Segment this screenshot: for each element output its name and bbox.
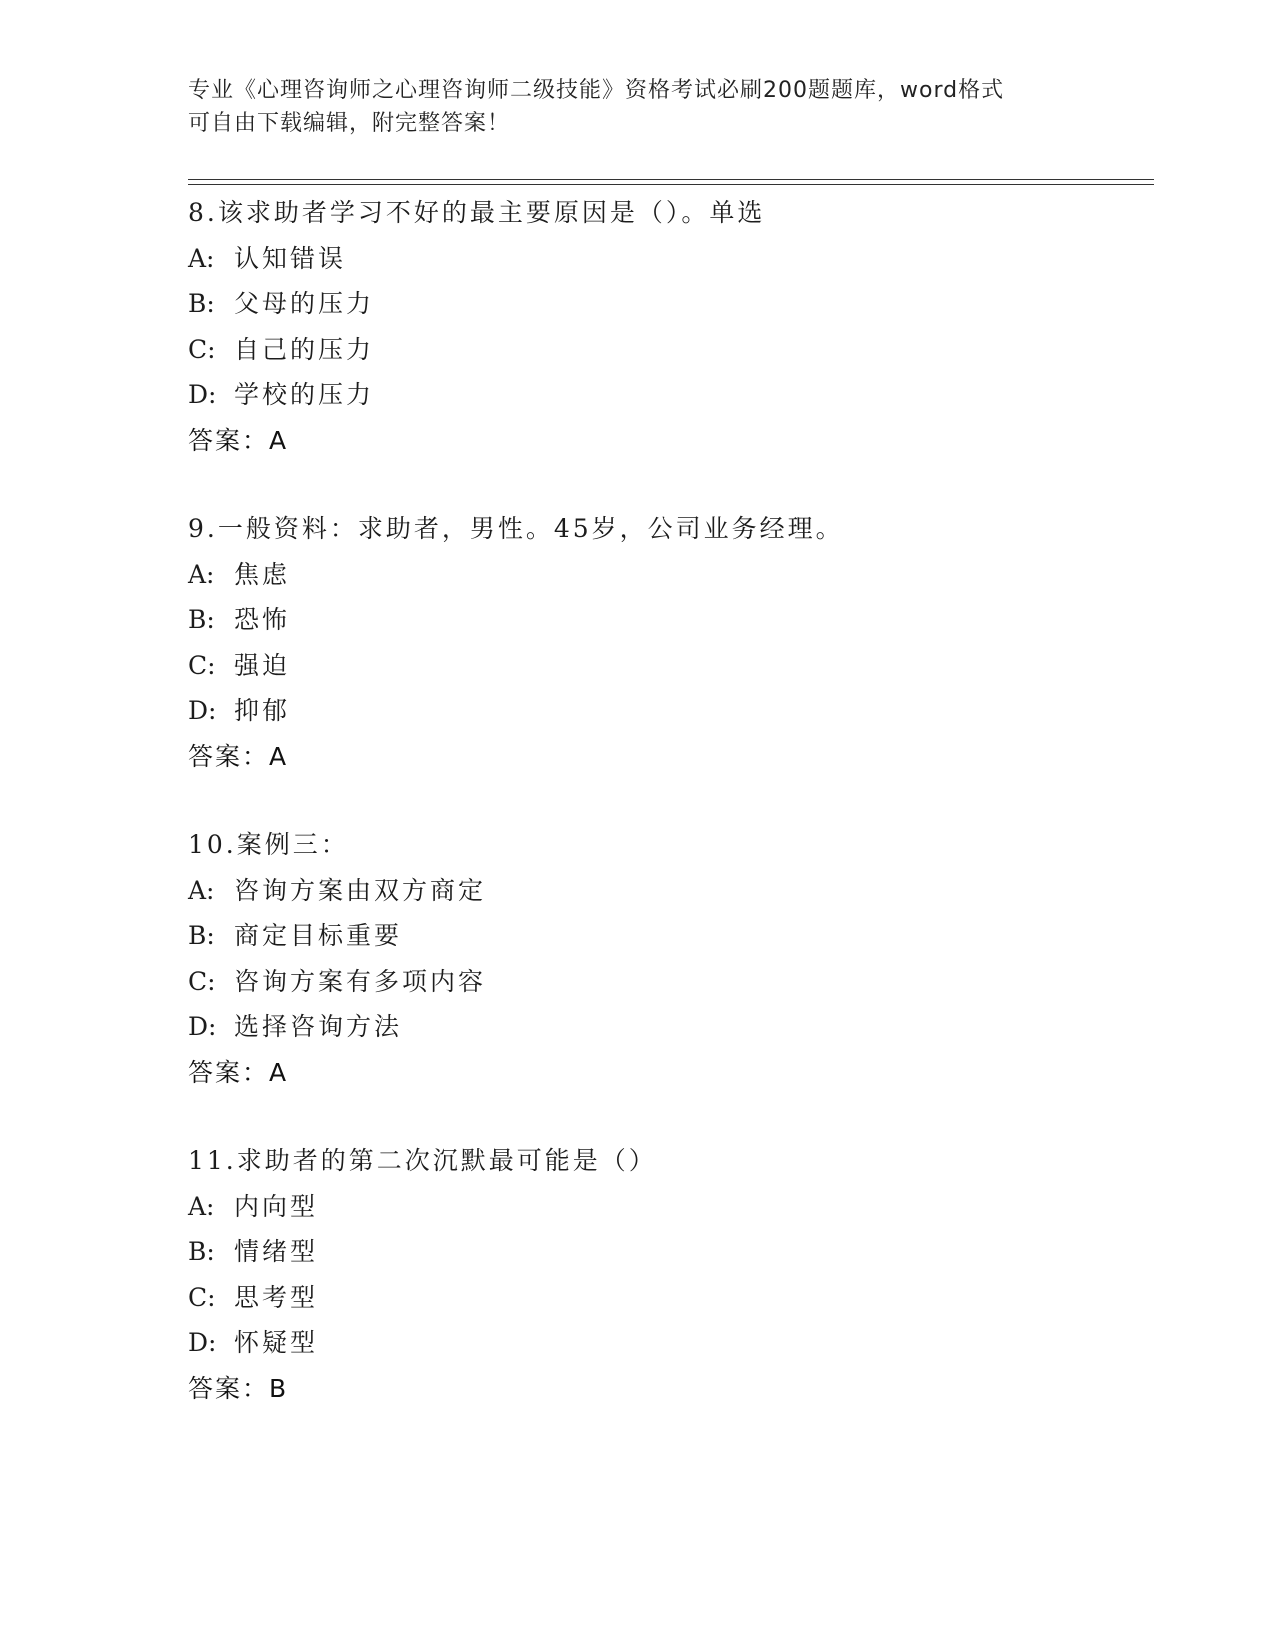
option-c <box>188 1275 1148 1321</box>
question-stem: 9.一般资料：求助者，男性。45岁，公司业务经理。 <box>188 514 844 543</box>
answer-line: 答案：B <box>188 1373 289 1403</box>
option-letter: B: <box>188 1237 215 1266</box>
option-a <box>188 552 1148 598</box>
option-letter: D: <box>188 380 217 409</box>
option-letter: B: <box>188 289 215 318</box>
option-d <box>188 372 1148 418</box>
question-8 <box>188 190 1148 463</box>
option-text: 焦虑 <box>234 559 291 589</box>
answer-line: 答案：A <box>188 1057 289 1087</box>
option-d <box>188 1004 1148 1050</box>
header-divider-bottom <box>188 184 1154 185</box>
option-d <box>188 1320 1148 1366</box>
option-text: 自己的压力 <box>234 334 375 364</box>
question-list <box>188 190 1148 1454</box>
header-divider-top <box>188 179 1154 180</box>
question-11 <box>188 1138 1148 1411</box>
option-letter: A: <box>188 243 215 273</box>
option-c <box>188 959 1148 1005</box>
option-text: 思考型 <box>234 1282 319 1312</box>
option-letter: B: <box>188 605 215 634</box>
option-text: 咨询方案有多项内容 <box>234 966 487 996</box>
option-text: 抑郁 <box>234 696 291 725</box>
document-header <box>188 74 1088 140</box>
option-text: 情绪型 <box>234 1237 319 1266</box>
option-text: 怀疑型 <box>234 1328 319 1357</box>
option-text: 学校的压力 <box>234 380 375 409</box>
answer-line: 答案：A <box>188 741 289 771</box>
header-line-2: 可自由下载编辑，附完整答案！ <box>188 111 511 136</box>
option-letter: A: <box>188 875 215 905</box>
option-d <box>188 688 1148 734</box>
option-letter: B: <box>188 921 215 950</box>
option-a <box>188 236 1148 282</box>
option-letter: D: <box>188 1012 217 1041</box>
option-b <box>188 597 1148 643</box>
option-text: 恐怖 <box>234 605 291 634</box>
option-letter: C: <box>188 650 216 680</box>
option-text: 商定目标重要 <box>234 921 403 950</box>
option-letter: C: <box>188 334 216 364</box>
option-text: 认知错误 <box>234 243 347 273</box>
option-b <box>188 281 1148 327</box>
option-letter: A: <box>188 559 215 589</box>
option-a <box>188 1184 1148 1230</box>
option-letter: C: <box>188 966 216 996</box>
option-a <box>188 868 1148 914</box>
option-letter: D: <box>188 1328 217 1357</box>
question-stem: 10.案例三： <box>188 830 349 859</box>
option-text: 咨询方案由双方商定 <box>234 875 487 905</box>
option-b <box>188 913 1148 959</box>
option-text: 内向型 <box>234 1191 319 1221</box>
question-stem: 8.该求助者学习不好的最主要原因是（）。单选 <box>188 198 766 227</box>
option-text: 父母的压力 <box>234 289 375 318</box>
question-10 <box>188 822 1148 1095</box>
option-letter: A: <box>188 1191 215 1221</box>
header-line-1: 专业《心理咨询师之心理咨询师二级技能》资格考试必刷200题题库，word格式 <box>188 78 1005 103</box>
answer-line: 答案：A <box>188 425 289 455</box>
option-letter: D: <box>188 696 217 725</box>
question-stem: 11.求助者的第二次沉默最可能是（） <box>188 1146 657 1175</box>
option-b <box>188 1229 1148 1275</box>
option-text: 选择咨询方法 <box>234 1012 403 1041</box>
question-9 <box>188 506 1148 779</box>
option-c <box>188 327 1148 373</box>
option-letter: C: <box>188 1282 216 1312</box>
option-text: 强迫 <box>234 650 291 680</box>
option-c <box>188 643 1148 689</box>
